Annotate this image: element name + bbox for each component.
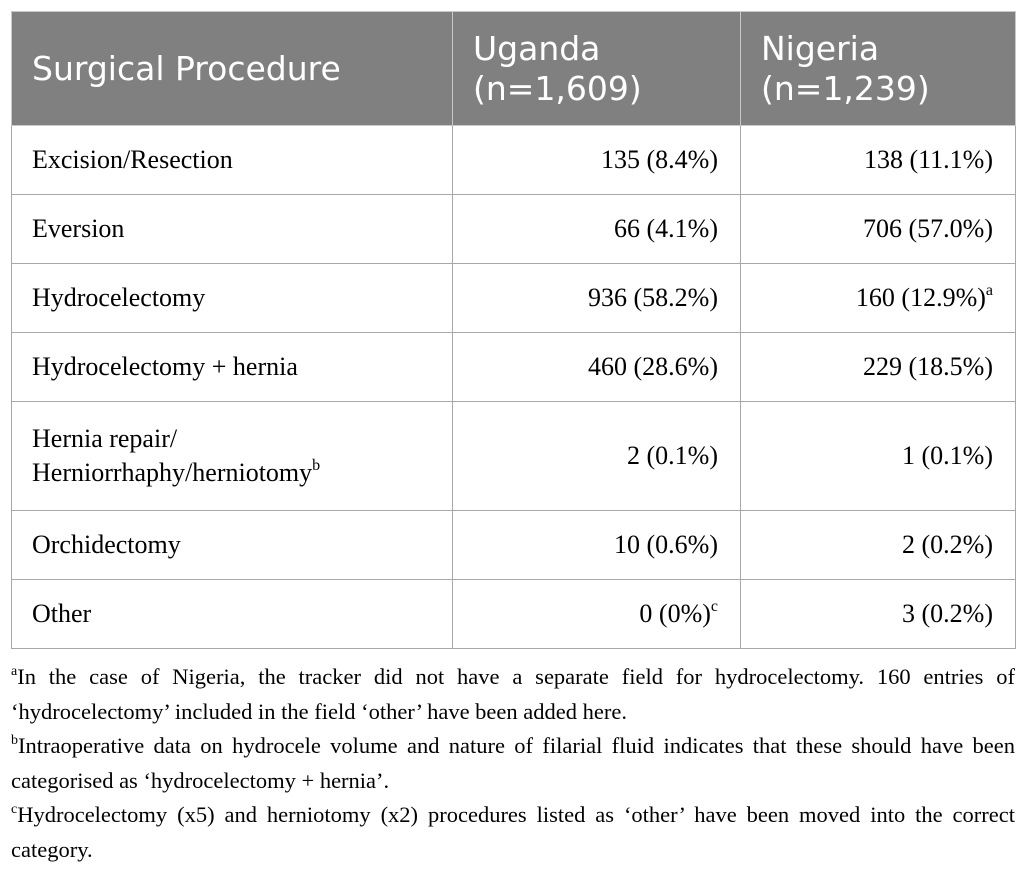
table-row xyxy=(12,333,1016,402)
uganda-cell: 2 (0.1%) xyxy=(453,402,741,511)
procedure-cell xyxy=(12,402,453,511)
header-row xyxy=(12,12,1016,126)
header-uganda-country: Uganda xyxy=(473,28,601,68)
table-footnotes xyxy=(11,660,1015,867)
header-nigeria-count: (n=1,239) xyxy=(761,68,930,108)
table-row xyxy=(12,580,1016,649)
uganda-cell: 66 (4.1%) xyxy=(453,195,741,264)
nigeria-cell: 3 (0.2%) xyxy=(741,580,1016,649)
procedure-label-line-2 xyxy=(32,456,430,490)
uganda-value: 0 (0%) xyxy=(639,599,711,628)
procedure-label: Orchidectomy xyxy=(32,530,181,559)
nigeria-cell: 2 (0.2%) xyxy=(741,511,1016,580)
footnote-marker-c: c xyxy=(710,598,718,615)
procedure-cell xyxy=(12,195,453,264)
procedure-label: Eversion xyxy=(32,214,125,243)
uganda-cell: 460 (28.6%) xyxy=(453,333,741,402)
table-row xyxy=(12,511,1016,580)
uganda-cell: 10 (0.6%) xyxy=(453,511,741,580)
footnote-b-marker: b xyxy=(11,733,18,748)
procedure-label-text: Herniorrhaphy/herniotomy xyxy=(32,458,313,487)
table-container xyxy=(11,11,1015,649)
header-uganda-count: (n=1,609) xyxy=(473,68,642,108)
nigeria-cell xyxy=(741,264,1016,333)
nigeria-value: 160 (12.9%) xyxy=(855,283,986,312)
surgical-procedures-table xyxy=(11,11,1016,649)
nigeria-cell: 138 (11.1%) xyxy=(741,126,1016,195)
procedure-cell xyxy=(12,511,453,580)
table-row xyxy=(12,126,1016,195)
procedure-cell xyxy=(12,580,453,649)
footnote-a xyxy=(11,660,1015,729)
header-procedure-label: Surgical Procedure xyxy=(32,48,341,88)
footnote-c xyxy=(11,798,1015,867)
table-row xyxy=(12,264,1016,333)
procedure-label: Hydrocelectomy + hernia xyxy=(32,352,298,381)
nigeria-cell: 1 (0.1%) xyxy=(741,402,1016,511)
footnote-marker-a: a xyxy=(985,282,993,299)
procedure-label: Hydrocelectomy xyxy=(32,283,206,312)
uganda-cell: 135 (8.4%) xyxy=(453,126,741,195)
procedure-cell xyxy=(12,126,453,195)
table-row xyxy=(12,195,1016,264)
footnote-a-text: In the case of Nigeria, the tracker did not have a separate field for hydrocelectomy. 160 entries of ‘hydrocelectomy’ included in the field ‘other’ have been added here. xyxy=(11,664,1015,724)
uganda-cell: 936 (58.2%) xyxy=(453,264,741,333)
procedure-label: Excision/Resection xyxy=(32,145,233,174)
footnote-marker-b: b xyxy=(312,457,321,474)
header-nigeria-country: Nigeria xyxy=(761,28,880,68)
procedure-label-line-1: Hernia repair/ xyxy=(32,424,178,453)
footnote-c-text: Hydrocelectomy (x5) and herniotomy (x2) procedures listed as ‘other’ have been moved into the correct category. xyxy=(11,802,1015,862)
header-uganda xyxy=(453,12,741,126)
procedure-label: Other xyxy=(32,599,92,628)
procedure-cell xyxy=(12,264,453,333)
nigeria-cell: 706 (57.0%) xyxy=(741,195,1016,264)
header-nigeria xyxy=(741,12,1016,126)
table-row xyxy=(12,402,1016,511)
nigeria-cell: 229 (18.5%) xyxy=(741,333,1016,402)
uganda-cell xyxy=(453,580,741,649)
procedure-cell xyxy=(12,333,453,402)
footnote-b-text: Intraoperative data on hydrocele volume and nature of filarial fluid indicates that these should have been categorised as ‘hydrocelectomy + hernia’. xyxy=(11,733,1015,793)
header-procedure xyxy=(12,12,453,126)
footnote-a-marker: a xyxy=(11,664,18,679)
footnote-c-marker: c xyxy=(11,802,18,817)
footnote-b xyxy=(11,729,1015,798)
